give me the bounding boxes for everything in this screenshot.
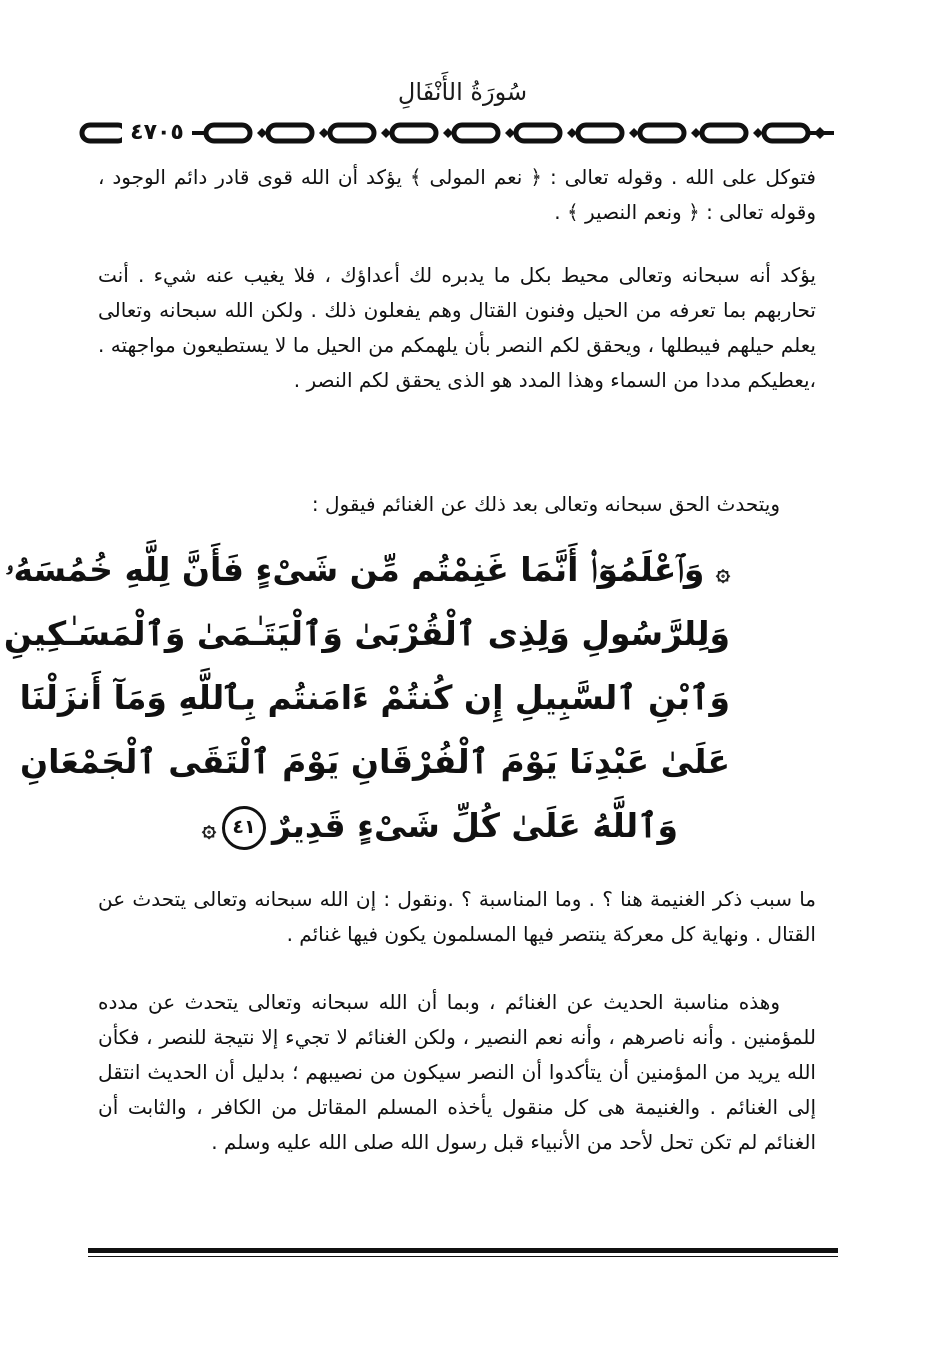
paragraph-5: وهذه مناسبة الحديث عن الغنائم ، وبما أن الله سبحانه وتعالى يتحدث عن مدده للمؤمنين . وأنه ناصرهم ، وأنه نعم النصير ، ولكن الغنائم لا تجيء إلا نتيجة للنصر ، فكأن الله يريد من المؤمنين أن يتأكدوا أن النصر سيكون من نصيبهم ؛ بدليل أن الحديث انتقل إلى الغنائم . والغنيمة هى كل منقول يأخذه المسلم المقاتل من الكافر ، والثابت أن الغنائم لم تكن تحل لأحد من الأنبياء قبل رسول الله صلى الله عليه وسلم . xyxy=(98,990,816,1154)
verse-text-1: وَٱعْلَمُوٓا۟ أَنَّمَا غَنِمْتُم مِّن شَىْءٍ فَأَنَّ لِلَّهِ خُمُسَهُۥ xyxy=(5,550,705,589)
verse-number-badge: ٤١ xyxy=(222,806,266,850)
verse-text-5: وَٱللَّهُ عَلَىٰ كُلِّ شَىْءٍ قَدِيرٌ xyxy=(272,806,679,845)
verse-line-5 xyxy=(150,794,730,858)
paragraph-3: ويتحدث الحق سبحانه وتعالى بعد ذلك عن الغنائم فيقول : xyxy=(311,492,780,516)
verse-line-3: وَٱبْنِ ٱلسَّبِيلِ إِن كُنتُمْ ءَامَنتُم بِٱللَّهِ وَمَآ أَنزَلْنَا xyxy=(19,678,730,717)
verse-line-4: عَلَىٰ عَبْدِنَا يَوْمَ ٱلْفُرْقَانِ يَوْمَ ٱلْتَقَى ٱلْجَمْعَانِ xyxy=(19,742,730,781)
verse-close-ornament-icon: ۞ xyxy=(201,813,217,842)
footer-rule xyxy=(88,1248,838,1253)
surah-title: سُورَةُ الأَنْفَالِ xyxy=(397,78,528,106)
footer-rule-thin xyxy=(88,1256,838,1257)
paragraph-1: فتوكل على الله . وقوله تعالى : ﴿ نعم المولى ﴾ يؤكد أن الله قوى قادر دائم الوجود ، وقوله تعالى : ﴿ ونعم النصير ﴾ . xyxy=(98,165,816,224)
verse-open-ornament-icon: ۞ xyxy=(715,557,730,586)
paragraph-4: ما سبب ذكر الغنيمة هنا ؟ . وما المناسبة ؟ .ونقول : إن الله سبحانه وتعالى يتحدث عن القتال . ونهاية كل معركة ينتصر فيها المسلمون يكون فيها غنائم . xyxy=(98,887,816,946)
page-number: ٤٧٠٥ xyxy=(122,118,192,148)
quran-verse-block xyxy=(3,538,730,858)
paragraph-2: يؤكد أنه سبحانه وتعالى محيط بكل ما يدبره لك أعداؤك ، فلا يغيب عنه شيء . أنت تحاربهم بما تعرفه من الحيل وفنون القتال وهم يفعلون ذلك . ولكن الله سبحانه وتعالى يعلم حيلهم فيبطلها ، ويحقق لكم النصر بأن يلهمكم من الحيل ما لا يستطيعون مواجهته . ،يعطيكم مددا من السماء وهذا المدد هو الذى يحقق لكم النصر . xyxy=(98,263,816,392)
header-ornament-band xyxy=(78,118,838,148)
chain-ornament-icon xyxy=(78,118,838,148)
verse-line-2: وَلِلرَّسُولِ وَلِذِى ٱلْقُرْبَىٰ وَٱلْيَتَـٰمَىٰ وَٱلْمَسَـٰكِينِ xyxy=(3,614,730,653)
verse-line-1 xyxy=(5,538,730,602)
